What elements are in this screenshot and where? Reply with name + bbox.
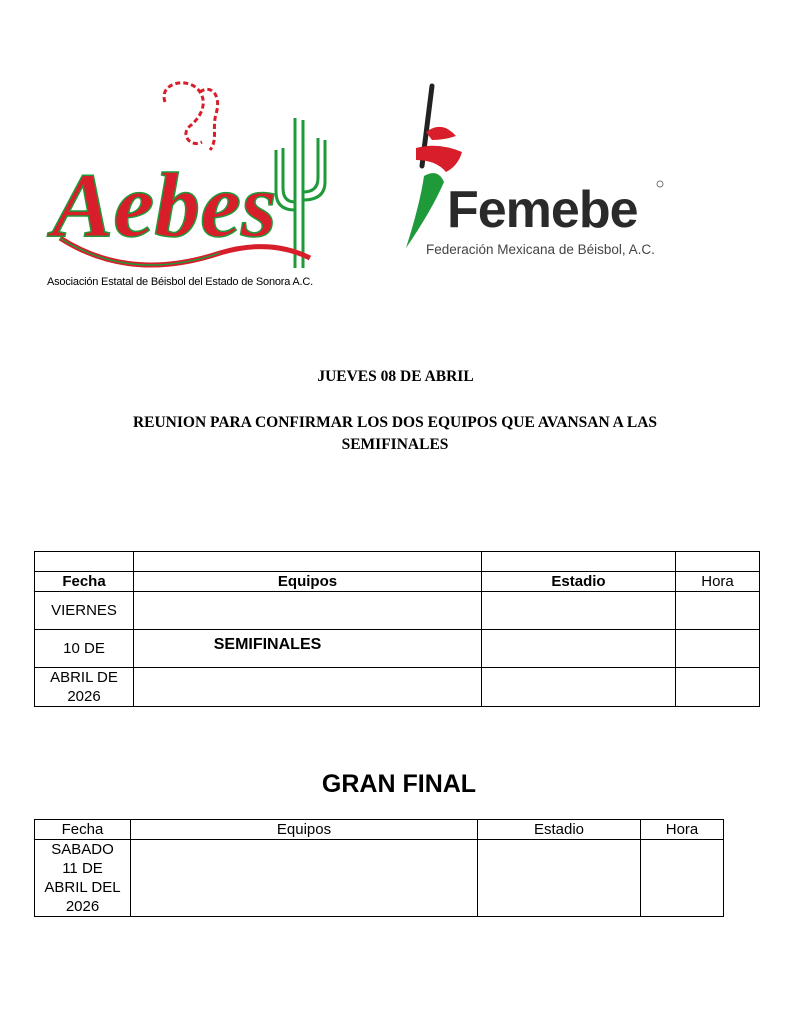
aebes-logo: [40, 78, 335, 296]
table-row: [35, 840, 724, 917]
header-hora: Hora: [641, 820, 724, 840]
table-row: [35, 592, 760, 630]
meeting-date-heading: JUEVES 08 DE ABRIL: [317, 368, 474, 385]
header-estadio: Estadio: [478, 820, 641, 840]
header-fecha: Fecha: [35, 820, 131, 840]
fecha-line: ABRIL DE 2026: [35, 668, 134, 707]
table-row: [35, 630, 760, 668]
gran-final-title: GRAN FINAL: [321, 770, 477, 798]
table-row: [35, 552, 760, 572]
fecha-line: 10 DE: [35, 630, 134, 668]
semifinales-label: SEMIFINALES: [213, 635, 322, 653]
fecha-line: SABADO: [51, 841, 114, 858]
fecha-line: VIERNES: [35, 592, 134, 630]
fecha-cell: [35, 840, 131, 917]
header-equipos: Equipos: [131, 820, 478, 840]
table-header-row: [35, 820, 724, 840]
header-equipos: Equipos: [134, 572, 482, 592]
femebe-wordmark: Femebe: [447, 181, 638, 239]
femebe-caption: Federación Mexicana de Béisbol, A.C.: [426, 242, 655, 257]
final-table: [34, 819, 724, 917]
aebes-caption: Asociación Estatal de Béisbol del Estado de Sonora A.C.: [47, 276, 314, 288]
aebes-wordmark: Aebes: [52, 154, 277, 256]
fecha-line: 2026: [65, 898, 100, 915]
fecha-line: ABRIL DEL: [44, 879, 121, 896]
fecha-line: 11 DE: [62, 860, 103, 877]
meeting-description-heading: REUNION PARA CONFIRMAR LOS DOS EQUIPOS QUE AVANSAN A LAS SEMIFINALES: [132, 414, 658, 453]
header-hora: Hora: [676, 572, 760, 592]
table-row: [35, 668, 760, 707]
table-header-row: [35, 572, 760, 592]
header-estadio: Estadio: [482, 572, 676, 592]
semifinal-table: [34, 551, 760, 707]
header-fecha: Fecha: [35, 572, 134, 592]
